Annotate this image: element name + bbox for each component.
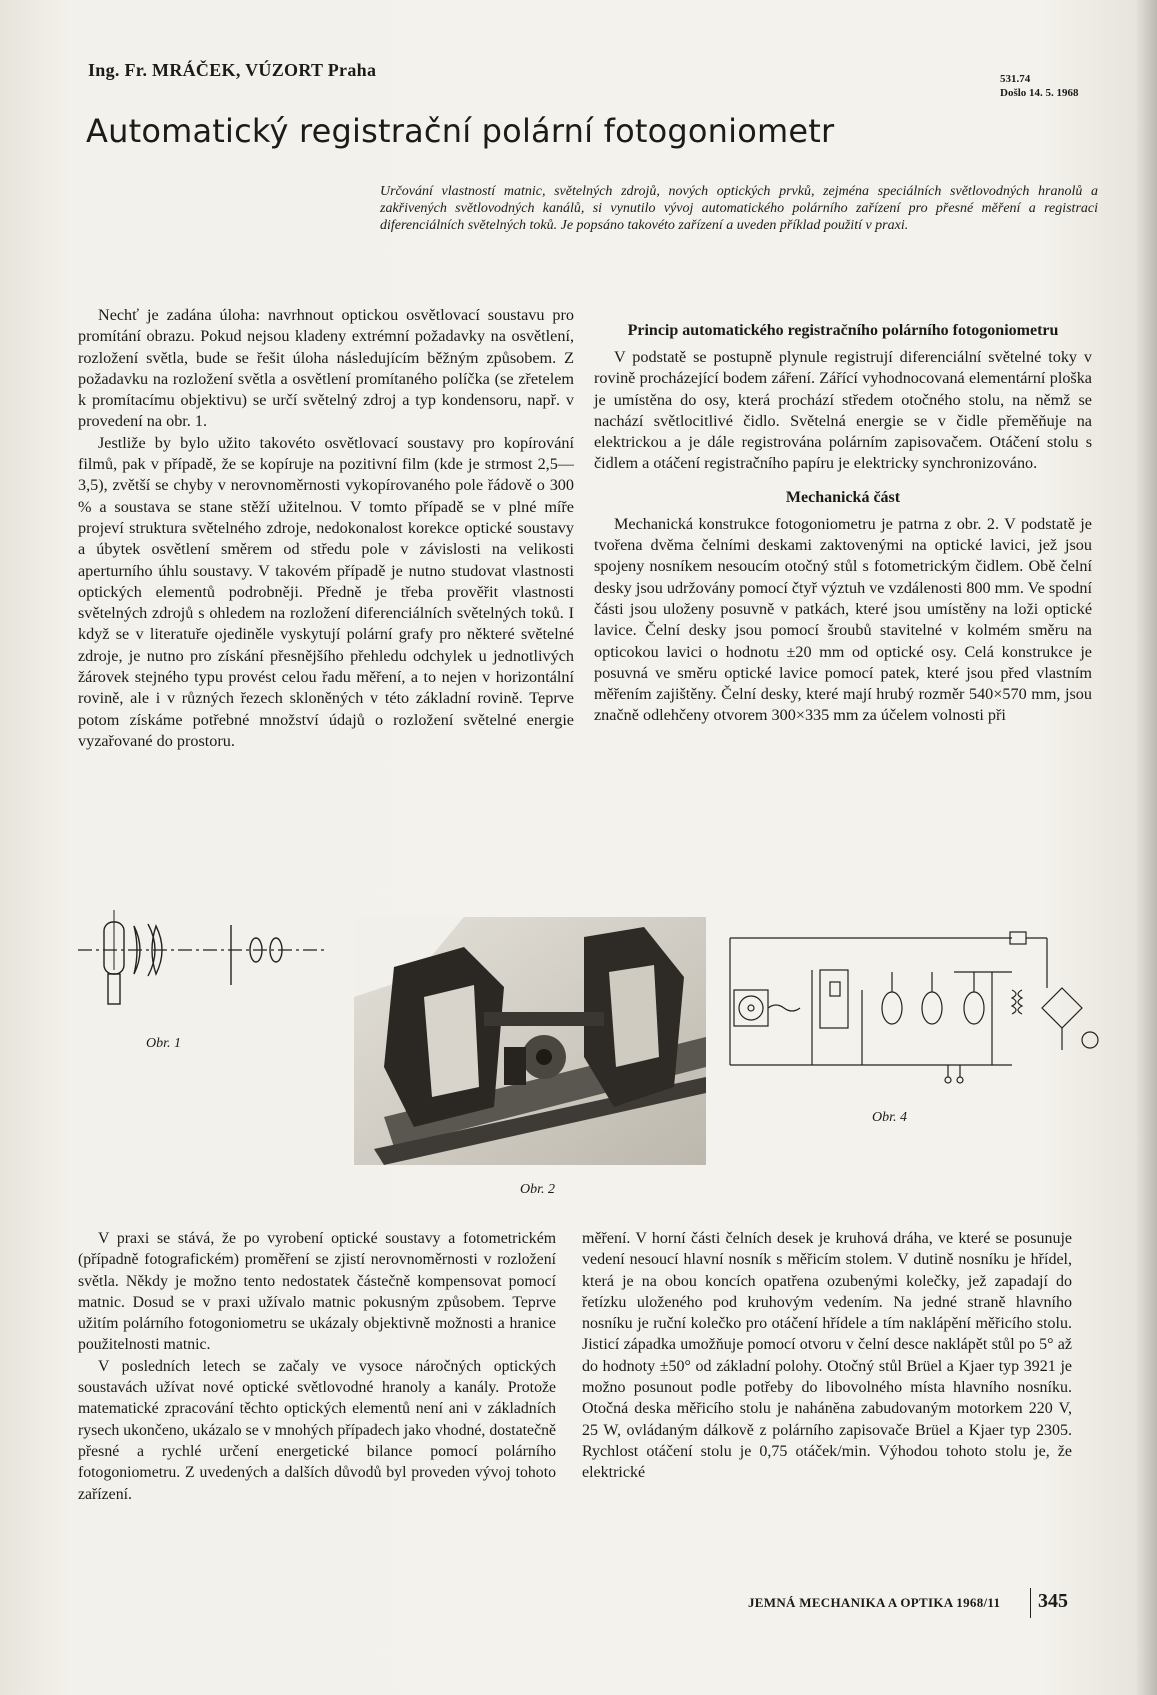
left-column-bottom [78,1228,556,1505]
paragraph: Nechť je zadána úloha: navrhnout optickou osvětlovací soustavu pro promítání obrazu. Pokud nejsou kladeny extrémní požadavky na osvětlení, rozložení světla, bude se řešit úloha následujícím běžným způsobem. Z požadavku na rozložení světla a osvětlení promítaného políčka (se zřetelem k promítacímu objektivu) se určí světelný zdroj a typ kondensoru, např. v provedení na obr. 1. [78,306,574,431]
figure-4-caption: Obr. 4 [872,1110,908,1125]
right-column-top [594,320,1092,727]
paragraph: Mechanická konstrukce fotogoniometru je patrna z obr. 2. V podstatě je tvořena dvěma čelními deskami zaktovenými na optické lavici, jež jsou spojeny nosníkem nesoucím otočný stůl s fotometrickým čidlem. Obě čelní desky jsou udržovány pomocí čtyř výztuh ve vzdálenosti 800 mm. Ve spodní části jsou uloženy posuvně v patkách, které jsou umístěny na loži optické lavice. Čelní desky jsou pomocí šroubů stavitelné v kolmém směru na opticokou lavici o hodnotu ±20 mm od optické osy. Celá konstrukce je posuvná ve směru optické lavice pomocí patek, které jsou před vlastním měřením zajištěny. Čelní desky, které mají hrubý rozměr 540×570 mm, jsou značně odlehčeny otvorem 300×335 mm za účelem volnosti při [594,514,1092,725]
figure-2-photograph [354,917,706,1165]
paragraph: V praxi se stává, že po vyrobení optické soustavy a fotometrickém (případně fotografickém) proměření se zjistí nerovnoměrnosti v rozložení světla. Někdy je možno tento nedostatek částečně kompensovat pomocí matnic. Dosud se v praxi užívalo matnic pokusným způsobem. Teprve užitím polárního fotogoniometru se ukázaly objektivně možnosti a hranice použitelnosti matnic. [78,1230,556,1354]
figure-4-circuit-diagram [722,930,1102,1100]
left-column-top [78,305,574,752]
article-title: Automatický registrační polární fotogoniometr [86,112,835,150]
author-line: Ing. Fr. MRÁČEK, VÚZORT Praha [88,60,377,80]
paragraph: Jestliže by bylo užito takovéto osvětlovací soustavy pro kopírování filmů, pak v případě, že se kopíruje na pozitivní film (kde je strmost 2,5—3,5), zvětší se chyby v nerovnoměrnosti vykopírovaného pole řádově o 300 % a soustava se stane stěží užitelnou. V tomto případě se v plné míře projeví struktura světelného zdroje, nedokonalost korekce optické soustavy a úbytek osvětlení směrem od středu pole v závislosti na velikosti aperturního úhlu soustavy. V takovém případě je nutno studovat vlastnosti optických elementů podrobněji. Předně je třeba prověřit vlastnosti světelných zdrojů s ohledem na rozložení diferenciálních světelných toků. I když se v literatuře ojediněle vyskytují polární grafy pro některé světelné zdroje, je nutno pro získání přesnějšího přehledu odchylek u jednotlivých žárovek stejného typu provést celou řadu měření, a to nejen v horizontální rovině, ale i v různých řezech skloněných v této základní rovině. Teprve potom získáme potřebné množství údajů o rozložení světelné energie vyzařované do prostoru. [78,433,574,750]
paragraph: měření. V horní části čelních desek je kruhová dráha, ve které se posunuje vedení nesoucí hlavní nosník s měřicím stolem. V dutině nosníku je hřídel, která je na obou koncích opatřena ozubenými kolečky, jež zapadají do řetízku uloženého pod kruhovým vedením. Na jedné straně hlavního nosníku je ruční kolečko pro otáčení hřídele a tím naklápění měřicího stolu. Jisticí západka umožňuje pomocí otvoru v čelní desce naklápět stůl po 5° až do hodnoty ±50° od základní polohy. Otočný stůl Brüel a Kjaer typ 3921 je možno posunout podle potřeby do libovolného místa hlavního nosníku. Otočná deska měřicího stolu je nahánĕna zabudovaným motorkem 220 V, 25 W, ovládaným dálkově z polárního zapisovače Brüel a Kjaer typ 2305. Rychlost otáčení stolu je 0,75 otáček/min. Výhodou tohoto stolu je, že elektrické [582,1230,1072,1482]
class-number: 531.74 [1000,73,1031,85]
section-heading: Mechanická část [785,488,901,506]
reference-info [1000,72,1079,100]
received-date: Došlo 14. 5. 1968 [1000,87,1079,99]
page-number: 345 [1038,1590,1068,1612]
paragraph: V posledních letech se začaly ve vysoce náročných optických soustavách užívat nové optické světlovodné hranoly a kanály. Protože matematické zpracování těchto optických elementů není ani v základních rysech ukončeno, ukázalo se v mnohých případech jako vhodné, dostatečně přesné a rychlé určení energetické bilance pomocí polárního fotogoniometru. Z uvedených a dalších důvodů byl proveden vývoj tohoto zařízení. [78,1357,556,1503]
right-column-bottom [582,1228,1072,1484]
goniometer-photo [354,917,706,1165]
abstract: Určování vlastností matnic, světelných zdrojů, nových optických prvků, zejména speciálních světlovodných hranolů a zakřivených světlovodných kanálů, si vynutilo vývoj automatického polárního zařízení pro přesné měření a registraci diferenciálních světelných toků. Je popsáno takovéto zařízení a uveden příklad použití v praxi. [380,184,1098,233]
figure-1-optical-schematic [78,910,338,1020]
section-heading: Princip automatického registračního polárního fotogoniometru [627,322,1059,339]
journal-footer: JEMNÁ MECHANIKA A OPTIKA 1968/11 [748,1595,1001,1610]
figure-1-caption: Obr. 1 [146,1036,182,1051]
page-edge-shadow [1135,0,1157,1695]
footer-divider [1030,1588,1031,1618]
paragraph: V podstatě se postupně plynule registrují diferenciální světelné toky v rovině procházející bodem záření. Zářící vyhodnocovaná elementární ploška je umístěna do osy, která prochází středem otočného stolu, na němž se nachází světlocitlivé čidlo. Světelná energie se v čidle přeměňuje na elektrickou a je dále registrována polárním zapisovačem. Otáčení stolu s čidlem a otáčení registračního papíru je elektricky synchronizováno. [594,348,1092,473]
figure-2-caption: Obr. 2 [520,1182,556,1197]
